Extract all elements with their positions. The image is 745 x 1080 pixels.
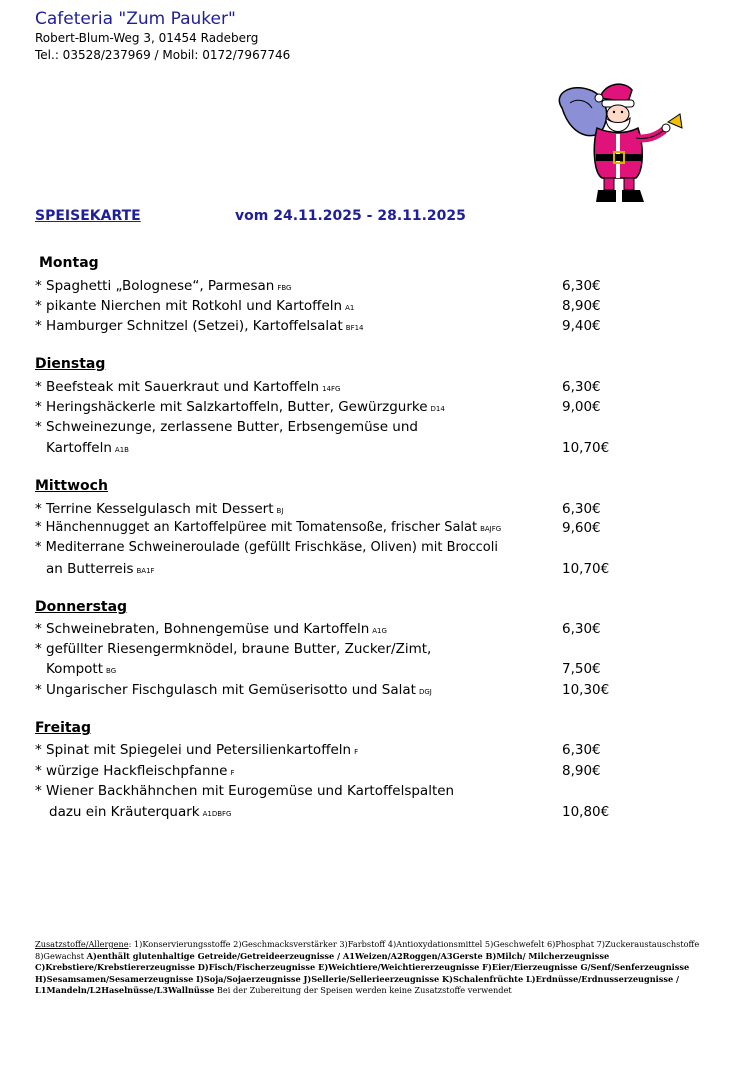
allergen-code: A1 <box>345 304 355 312</box>
address: Robert-Blum-Weg 3, 01454 Radeberg <box>35 31 259 45</box>
allergen-legend <box>35 939 725 997</box>
item-text: * Terrine Kesselgulasch mit Dessert <box>35 501 274 517</box>
item-price: 6,30€ <box>562 742 601 758</box>
item-text: * Heringshäckerle mit Salzkartoffeln, Butter, Gewürzgurke <box>35 399 428 415</box>
item-text: dazu ein Kräuterquark <box>49 804 200 820</box>
item-text: * Hänchennugget an Kartoffelpüree mit Tomatensoße, frischer Salat <box>35 520 478 535</box>
day-tuesday: Dienstag <box>35 356 106 372</box>
allergen-code: F <box>230 769 235 777</box>
item-text: * gefüllter Riesengermknödel, braune Butter, Zucker/Zimt, <box>35 641 432 657</box>
item-text: * pikante Nierchen mit Rotkohl und Kartoffeln <box>35 298 343 314</box>
item-price: 9,40€ <box>562 318 601 334</box>
item-price: 6,30€ <box>562 501 601 517</box>
item-price: 6,30€ <box>562 278 601 294</box>
allergen-code: A1DBFG <box>202 810 232 818</box>
menu-heading: SPEISEKARTE <box>35 208 141 224</box>
allergen-code: F <box>354 748 359 756</box>
item-text: an Butterreis <box>46 561 134 577</box>
cafe-title: Cafeteria "Zum Pauker" <box>35 9 236 29</box>
allergens-list: A)enthält glutenhaltige Getreide/Getreideerzeugnisse / A1Weizen/A2Roggen/A3Gerste B)Milch/ Milcherzeugnisse C)Krebstiere/Krebstiererzeugnisse D)Fisch/Fischerzeugnisse E)Weichtiere/Weichtiererzeugnisse F)Eier/Eierzeugnisse G/Senf/Senferzeugnisse H)Sesamsamen/Sesamerzeugnisse I)Soja/Sojaerzeugnisse J)Sellerie/Sellerieerzeugnisse K)Schalenfrüchte L)Erdnüsse/Erdnusserzeugnisse / L1Mandeln/L2Haselnüsse/L3Wallnüsse <box>35 950 690 995</box>
item-price: 10,70€ <box>562 561 610 577</box>
allergen-code: BJ <box>276 507 284 515</box>
allergen-code: BAJFG <box>480 525 502 533</box>
allergen-legend-label: Zusatzstoffe/Allergene <box>35 939 129 949</box>
item-price: 10,80€ <box>562 804 610 820</box>
item-text: * Spinat mit Spiegelei und Petersilienkartoffeln <box>35 742 352 758</box>
item-price: 10,70€ <box>562 440 610 456</box>
item-text: * Mediterrane Schweineroulade (gefüllt Frischkäse, Oliven) mit Broccoli <box>35 540 498 555</box>
day-wednesday: Mittwoch <box>35 478 108 494</box>
item-text: * Hamburger Schnitzel (Setzei), Kartoffelsalat <box>35 318 343 334</box>
item-text: * Schweinebraten, Bohnengemüse und Kartoffeln <box>35 621 370 637</box>
item-text: * Schweinezunge, zerlassene Butter, Erbsengemüse und <box>35 419 418 435</box>
item-price: 8,90€ <box>562 763 601 779</box>
item-price: 6,30€ <box>562 379 601 395</box>
allergen-code: D14 <box>430 405 445 413</box>
item-price: 7,50€ <box>562 661 601 677</box>
allergen-code: A1B <box>114 446 129 454</box>
day-thursday: Donnerstag <box>35 599 128 615</box>
allergen-code: DGJ <box>418 688 432 696</box>
allergen-code: BA1F <box>136 567 155 575</box>
allergen-code: BF14 <box>345 324 364 332</box>
item-text: Kartoffeln <box>46 440 112 456</box>
header <box>35 8 290 64</box>
phone: Tel.: 03528/237969 / Mobil: 0172/7967746 <box>35 48 291 62</box>
item-text: * Beefsteak mit Sauerkraut und Kartoffeln <box>35 379 320 395</box>
day-monday: Montag <box>39 255 99 271</box>
allergen-code: 14FG <box>322 385 341 393</box>
item-text: * Spaghetti „Bolognese“, Parmesan <box>35 278 275 294</box>
item-price: 9,00€ <box>562 399 601 415</box>
item-price: 10,30€ <box>562 682 610 698</box>
santa-claus-with-bell-icon <box>552 78 687 208</box>
day-friday: Freitag <box>35 720 92 736</box>
allergen-code: BG <box>106 667 117 675</box>
item-text: * würzige Hackfleischpfanne <box>35 763 228 779</box>
no-additives-note: Bei der Zubereitung der Speisen werden keine Zusatzstoffe verwendet <box>214 985 512 995</box>
item-price: 9,60€ <box>562 520 601 536</box>
menu-period: vom 24.11.2025 - 28.11.2025 <box>235 208 466 224</box>
additives-list: : 1)Konservierungsstoffe 2)Geschmacksverstärker 3)Farbstoff 4)Antioxydationsmittel 5)Geschwefelt 6)Phosphat 7)Zuckeraustauschstoffe 8)Gewachst <box>35 939 700 961</box>
item-price: 8,90€ <box>562 298 601 314</box>
allergen-code: A1G <box>372 627 387 635</box>
item-text: * Ungarischer Fischgulasch mit Gemüserisotto und Salat <box>35 682 416 698</box>
allergen-code: FBG <box>277 284 292 292</box>
item-text: Kompott <box>46 661 104 677</box>
item-text: * Wiener Backhähnchen mit Eurogemüse und Kartoffelspalten <box>35 783 455 799</box>
item-price: 6,30€ <box>562 621 601 637</box>
